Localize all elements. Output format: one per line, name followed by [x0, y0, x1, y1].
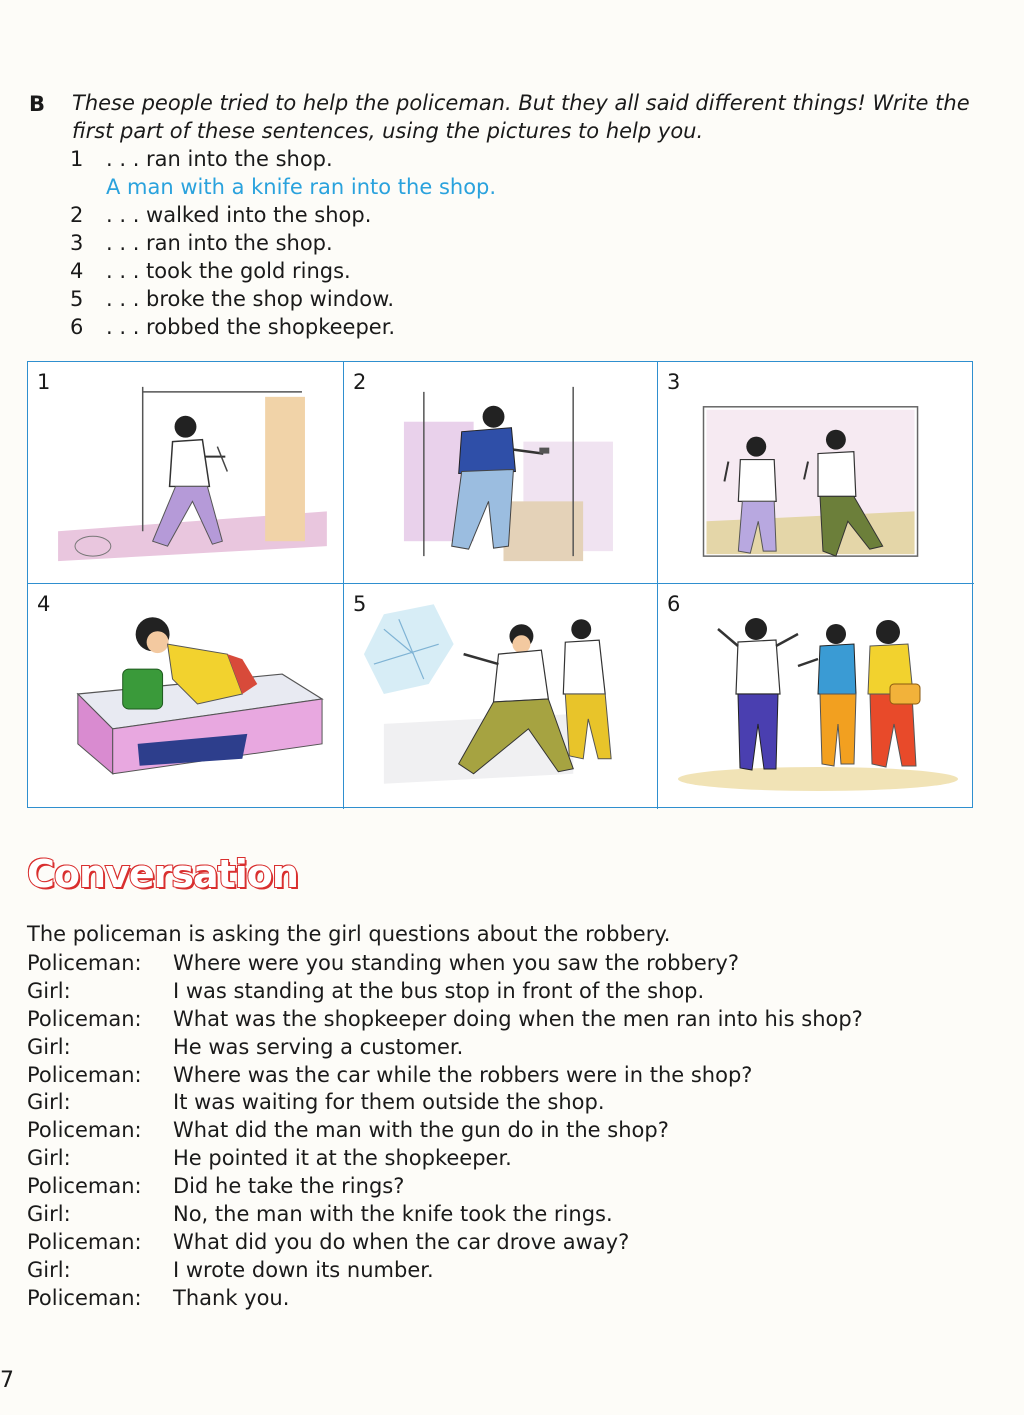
dialog-line	[27, 1062, 863, 1090]
exercise-item	[70, 201, 496, 229]
illustration-robbing-shopkeeper	[658, 584, 974, 809]
speaker: Girl:	[27, 978, 71, 1003]
exercise-list	[70, 145, 496, 341]
utterance: What was the shopkeeper doing when the men ran into his shop?	[173, 1006, 863, 1031]
picture-panel	[28, 362, 344, 584]
dialog-line	[27, 1117, 863, 1145]
speaker: Girl:	[27, 1257, 71, 1282]
panel-number: 1	[37, 370, 51, 394]
utterance: Where were you standing when you saw the robbery?	[173, 951, 739, 975]
exercise-item	[70, 285, 496, 313]
speaker: Policeman:	[27, 1229, 142, 1254]
utterance: No, the man with the knife took the rings.	[173, 1202, 613, 1227]
item-number: 3	[70, 231, 84, 255]
speaker: Policeman:	[27, 951, 142, 975]
picture-grid	[27, 361, 973, 808]
panel-number: 2	[353, 370, 367, 394]
speaker: Girl:	[27, 1146, 71, 1171]
item-number: 5	[70, 287, 84, 311]
dialog-line	[27, 1285, 863, 1313]
picture-panel	[658, 362, 974, 584]
item-text: . . . took the gold rings.	[106, 259, 351, 283]
illustration-man-with-knife-running	[28, 362, 343, 583]
panel-number: 3	[667, 370, 681, 394]
exercise-item	[70, 313, 496, 341]
utterance: Where was the car while the robbers were in the shop?	[173, 1062, 753, 1087]
dialog-line	[27, 1034, 863, 1062]
utterance: I wrote down its number.	[173, 1257, 434, 1282]
dialog-line	[27, 1089, 863, 1117]
utterance: What did you do when the car drove away?	[173, 1229, 630, 1254]
utterance: He pointed it at the shopkeeper.	[173, 1146, 512, 1171]
dialog-line	[27, 1201, 863, 1229]
item-number: 1	[70, 147, 84, 171]
dialog-line	[27, 1173, 863, 1201]
utterance: It was waiting for them outside the shop.	[173, 1090, 605, 1115]
utterance: Thank you.	[173, 1285, 290, 1310]
panel-number: 5	[353, 592, 367, 616]
conversation-intro: The policeman is asking the girl questions about the robbery.	[27, 922, 671, 946]
exercise-item	[70, 145, 496, 173]
item-text: . . . ran into the shop.	[106, 147, 333, 171]
illustration-two-men-running	[658, 362, 974, 583]
utterance: I was standing at the bus stop in front of the shop.	[173, 978, 705, 1003]
example-answer: A man with a knife ran into the shop.	[106, 175, 497, 199]
section-letter: B	[29, 92, 46, 116]
utterance: Did he take the rings?	[173, 1174, 405, 1199]
speaker: Girl:	[27, 1034, 71, 1059]
dialog-line	[27, 1257, 863, 1285]
speaker: Policeman:	[27, 1174, 142, 1199]
exercise-item	[70, 229, 496, 257]
dialog-line	[27, 1229, 863, 1257]
picture-panel	[28, 584, 344, 809]
illustration-man-with-gun-walking	[344, 362, 657, 583]
speaker: Policeman:	[27, 1118, 142, 1143]
dialog	[27, 950, 863, 1313]
item-number: 6	[70, 315, 84, 339]
picture-panel	[658, 584, 974, 809]
dialog-line	[27, 950, 863, 978]
item-text: . . . robbed the shopkeeper.	[106, 315, 396, 339]
speaker: Policeman:	[27, 1006, 142, 1031]
exercise-instructions: These people tried to help the policeman. But they all said different things! Write the first part of these sentences, using the pictures to help you.	[72, 91, 970, 143]
speaker: Girl:	[27, 1202, 71, 1227]
panel-number: 4	[37, 592, 51, 616]
item-text: . . . ran into the shop.	[106, 231, 333, 255]
speaker: Policeman:	[27, 1285, 142, 1310]
conversation-heading: Conversation	[27, 852, 298, 896]
dialog-line	[27, 1145, 863, 1173]
dialog-line	[27, 1006, 863, 1034]
utterance: What did the man with the gun do in the shop?	[173, 1118, 669, 1143]
item-text: . . . walked into the shop.	[106, 203, 372, 227]
speaker: Policeman:	[27, 1062, 142, 1087]
speaker: Girl:	[27, 1090, 71, 1115]
page-number: 7	[0, 1368, 14, 1393]
item-number: 2	[70, 203, 84, 227]
picture-panel	[344, 362, 658, 584]
illustration-woman-taking-rings	[28, 584, 343, 809]
dialog-line	[27, 978, 863, 1006]
utterance: He was serving a customer.	[173, 1034, 464, 1059]
illustration-man-breaking-window	[344, 584, 657, 809]
item-number: 4	[70, 259, 84, 283]
exercise-item	[70, 257, 496, 285]
panel-number: 6	[667, 592, 681, 616]
picture-panel	[344, 584, 658, 809]
item-text: . . . broke the shop window.	[106, 287, 395, 311]
